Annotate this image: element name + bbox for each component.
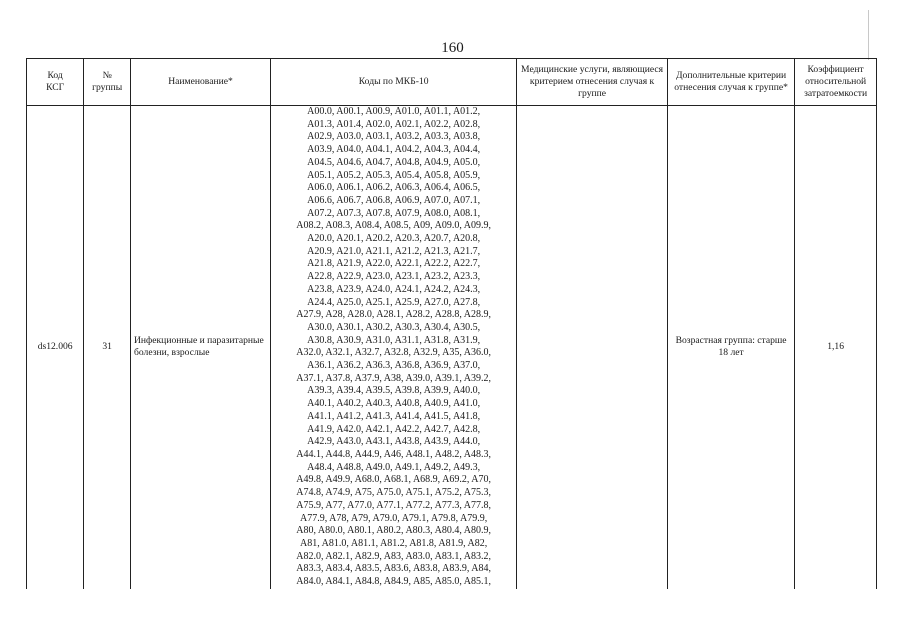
cell-name: Инфекционные и паразитарные болезни, взрослые <box>130 106 270 589</box>
mkb-code-list <box>274 106 513 589</box>
mkb-code-line: A22.8, A22.9, A23.0, A23.1, A23.2, A23.3, <box>307 271 481 283</box>
mkb-code-line: A03.9, A04.0, A04.1, A04.2, A04.3, A04.4, <box>307 144 481 156</box>
header-extra-criteria-text: Дополнительные критерии отнесения случая к группе* <box>674 70 788 93</box>
mkb-code-line: A41.9, A42.0, A42.1, A42.2, A42.7, A42.8, <box>307 423 481 435</box>
table-header-row <box>27 59 877 106</box>
mkb-code-line: A27.9, A28, A28.0, A28.1, A28.2, A28.8, A28.9, <box>296 309 492 321</box>
mkb-code-line: A74.8, A74.9, A75, A75.0, A75.1, A75.2, A75.3, <box>296 487 492 499</box>
table-row <box>27 106 877 589</box>
cell-ksg-code: ds12.006 <box>27 106 84 589</box>
mkb-code-line: A06.6, A06.7, A06.8, A06.9, A07.0, A07.1, <box>307 194 481 206</box>
header-extra-criteria <box>667 59 794 106</box>
mkb-code-line: A02.9, A03.0, A03.1, A03.2, A03.3, A03.8, <box>307 131 481 143</box>
header-mkb-codes-text: Коды по МКБ-10 <box>358 76 429 87</box>
mkb-code-line: A32.0, A32.1, A32.7, A32.8, A32.9, A35, A36.0, <box>296 347 492 359</box>
mkb-code-line: A30.8, A30.9, A31.0, A31.1, A31.8, A31.9, <box>307 334 481 346</box>
mkb-code-line: A40.1, A40.2, A40.3, A40.8, A40.9, A41.0, <box>307 398 481 410</box>
cell-coefficient: 1,16 <box>795 106 877 589</box>
mkb-code-line: A42.9, A43.0, A43.1, A43.8, A43.9, A44.0, <box>307 436 481 448</box>
header-coefficient <box>795 59 877 106</box>
mkb-code-line: A00.0, A00.1, A00.9, A01.0, A01.1, A01.2, <box>307 106 481 117</box>
header-mkb-codes <box>271 59 517 106</box>
page-number: 160 <box>441 40 464 56</box>
mkb-code-line: A75.9, A77, A77.0, A77.1, A77.2, A77.3, A77.8, <box>296 499 492 511</box>
mkb-code-line: A37.1, A37.8, A37.9, A38, A39.0, A39.1, A39.2, <box>296 372 492 384</box>
header-medical-services-text: Медицинские услуги, являющиеся критерием отнесения случая к группе <box>521 64 664 99</box>
mkb-code-line: A04.5, A04.6, A04.7, A04.8, A04.9, A05.0, <box>307 156 481 168</box>
mkb-code-line: A23.8, A23.9, A24.0, A24.1, A24.2, A24.3, <box>307 283 481 295</box>
mkb-code-line: A20.0, A20.1, A20.2, A20.3, A20.7, A20.8, <box>307 233 481 245</box>
header-name <box>130 59 270 106</box>
mkb-code-line: A41.1, A41.2, A41.3, A41.4, A41.5, A41.8, <box>307 410 481 422</box>
mkb-code-line: A77.9, A78, A79, A79.0, A79.1, A79.8, A79.9, <box>300 512 488 524</box>
cell-mkb-codes <box>271 106 517 589</box>
cell-group-number: 31 <box>84 106 131 589</box>
header-ksg-code-text: Код КСГ <box>46 70 65 93</box>
mkb-code-line: A30.0, A30.1, A30.2, A30.3, A30.4, A30.5, <box>307 321 481 333</box>
mkb-code-line: A81, A81.0, A81.1, A81.2, A81.8, A81.9, A82, <box>300 537 488 549</box>
mkb-code-line: A49.8, A49.9, A68.0, A68.1, A68.9, A69.2, A70, <box>296 474 492 486</box>
header-ksg-code <box>27 59 84 106</box>
mkb-code-line: A48.4, A48.8, A49.0, A49.1, A49.2, A49.3, <box>307 461 481 473</box>
header-coefficient-text: Коэффициент относительной затратоемкости <box>804 64 868 99</box>
cell-medical-services <box>517 106 668 589</box>
mkb-code-line: A36.1, A36.2, A36.3, A36.8, A36.9, A37.0, <box>307 360 481 372</box>
mkb-code-line: A80, A80.0, A80.1, A80.2, A80.3, A80.4, A80.9, <box>296 525 492 537</box>
mkb-code-line: A08.2, A08.3, A08.4, A08.5, A09, A09.0, A09.9, <box>296 220 492 232</box>
mkb-code-line: A24.4, A25.0, A25.1, A25.9, A27.0, A27.8, <box>307 296 481 308</box>
mkb-code-line: A82.0, A82.1, A82.9, A83, A83.0, A83.1, A83.2, <box>296 550 492 562</box>
mkb-code-line: A44.1, A44.8, A44.9, A46, A48.1, A48.2, A48.3, <box>296 448 492 460</box>
mkb-code-line: A06.0, A06.1, A06.2, A06.3, A06.4, A06.5, <box>307 182 481 194</box>
header-group-number-text: № группы <box>92 70 123 93</box>
header-medical-services <box>517 59 668 106</box>
mkb-code-line: A07.2, A07.3, A07.8, A07.9, A08.0, A08.1, <box>307 207 481 219</box>
header-group-number <box>84 59 131 106</box>
mkb-code-line: A20.9, A21.0, A21.1, A21.2, A21.3, A21.7, <box>307 245 481 257</box>
header-name-text: Наименование* <box>168 76 233 87</box>
mkb-code-line: A84.0, A84.1, A84.8, A84.9, A85, A85.0, A85.1, <box>296 576 492 588</box>
mkb-code-line: A83.3, A83.4, A83.5, A83.6, A83.8, A83.9, A84, <box>296 563 492 575</box>
mkb-code-line: A05.1, A05.2, A05.3, A05.4, A05.8, A05.9, <box>307 169 481 181</box>
cell-extra-criteria: Возрастная группа: старше 18 лет <box>667 106 794 589</box>
mkb-code-line: A01.3, A01.4, A02.0, A02.1, A02.2, A02.8, <box>307 118 481 130</box>
mkb-code-line: A21.8, A21.9, A22.0, A22.1, A22.2, A22.7, <box>307 258 481 270</box>
mkb-code-line: A39.3, A39.4, A39.5, A39.8, A39.9, A40.0, <box>307 385 481 397</box>
ksg-table <box>26 58 877 589</box>
